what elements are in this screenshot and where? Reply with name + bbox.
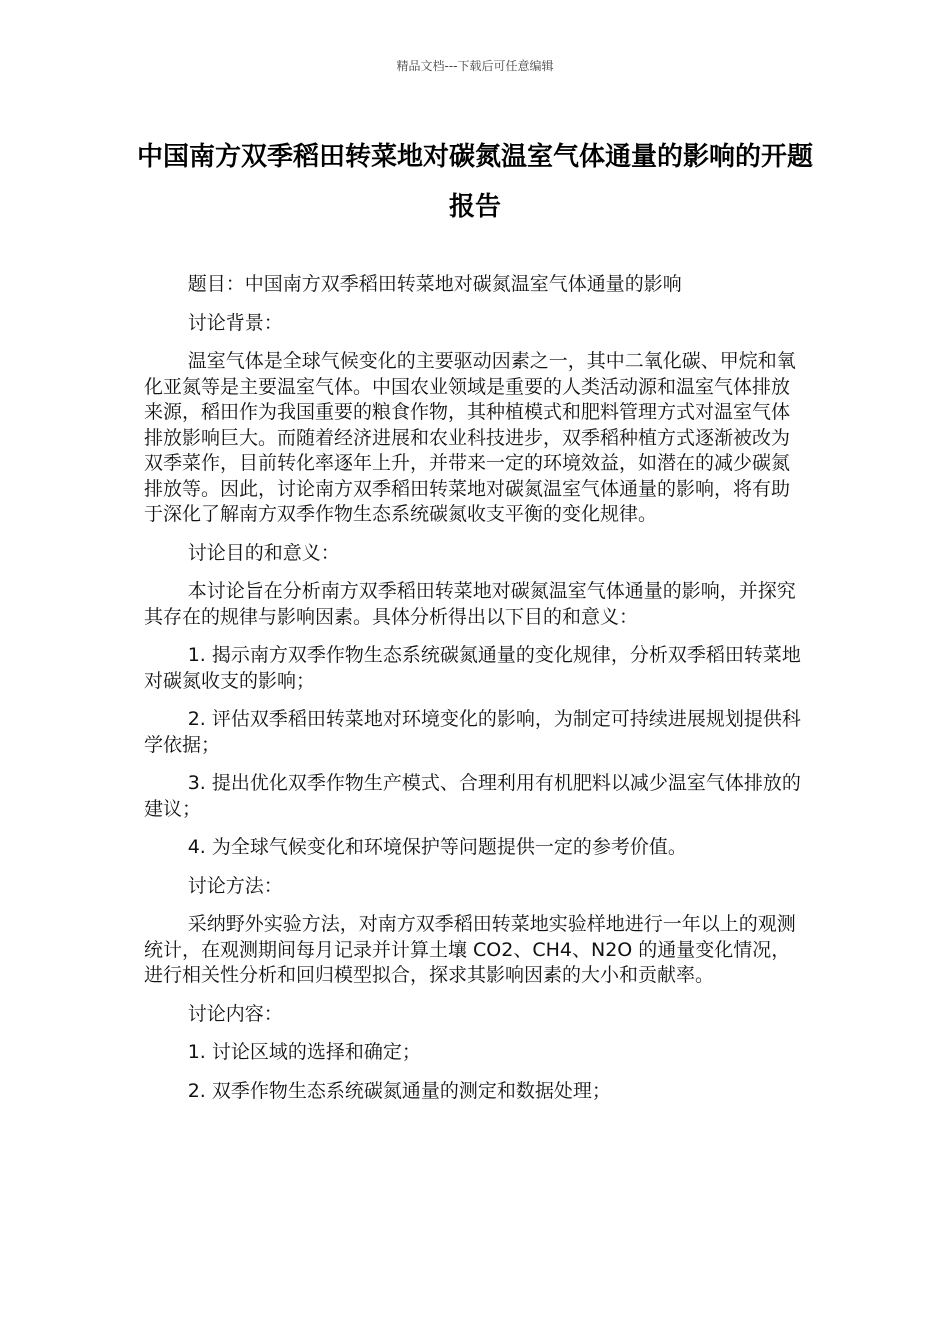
section-heading-background: 讨论背景：	[187, 311, 283, 334]
topic-line: 题目：中国南方双季稻田转菜地对碳氮温室气体通量的影响	[187, 273, 682, 295]
section-heading-purpose: 讨论目的和意义：	[187, 541, 340, 564]
purpose-item-2: 2. 评估双季稻田转菜地对环境变化的影响，为制定可持续进展规划提供科学依据；	[144, 708, 801, 756]
background-paragraph: 温室气体是全球气候变化的主要驱动因素之一，其中二氧化碳、甲烷和氧化亚氮等是主要温室气体。中国农业领域是重要的人类活动源和温室气体排放来源，稻田作为我国重要的粮食作物，其种植模式和肥料管理方式对温室气体排放影响巨大。而随着经济进展和农业科技进步，双季稻种植方式逐渐被改为双季菜作，目前转化率逐年上升，并带来一定的环境效益，如潜在的减少碳氮排放等。因此，讨论南方双季稻田转菜地对碳氮温室气体通量的影响，将有助于深化了解南方双季作物生态系统碳氮收支平衡的变化规律。	[144, 350, 796, 525]
purpose-item-3: 3. 提出优化双季作物生产模式、合理利用有机肥料以减少温室气体排放的建议；	[144, 772, 801, 820]
method-paragraph: 采纳野外实验方法，对南方双季稻田转菜地实验样地进行一年以上的观测统计，在观测期间每月记录并计算土壤 CO2、CH4、N2O 的通量变化情况，进行相关性分析和回归模型拟合，探求其影响因素的大小和贡献率。	[144, 913, 796, 986]
content-item-2: 2. 双季作物生态系统碳氮通量的测定和数据处理；	[187, 1079, 611, 1102]
section-heading-content: 讨论内容：	[187, 1002, 283, 1025]
purpose-item-1: 1. 揭示南方双季作物生态系统碳氮通量的变化规律，分析双季稻田转菜地对碳氮收支的影响；	[144, 644, 801, 692]
content-item-1: 1. 讨论区域的选择和确定；	[187, 1041, 421, 1063]
header-watermark: 精品文档---下载后可任意编辑	[396, 59, 554, 73]
document-body	[144, 272, 806, 1117]
section-heading-method: 讨论方法：	[187, 874, 283, 897]
document-title: 中国南方双季稻田转菜地对碳氮温室气体通量的影响的开题报告	[136, 142, 813, 222]
purpose-paragraph: 本讨论旨在分析南方双季稻田转菜地对碳氮温室气体通量的影响，并探究其存在的规律与影响因素。具体分析得出以下目的和意义：	[144, 580, 796, 628]
purpose-item-4: 4. 为全球气候变化和环境保护等问题提供一定的参考价值。	[187, 836, 687, 858]
